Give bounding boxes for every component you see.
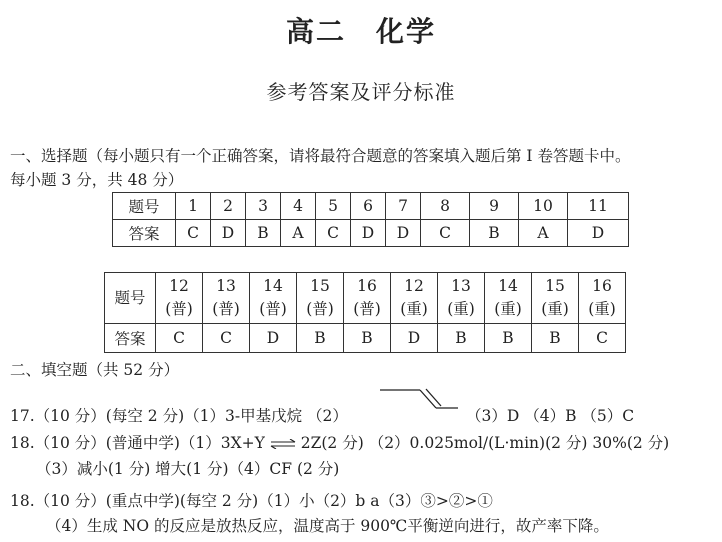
table1-answer: A — [281, 220, 316, 247]
table1-answer: C — [421, 220, 470, 247]
table1-question: 2 — [211, 193, 246, 220]
table2-question: 16 (普) — [344, 273, 391, 324]
table1-row-label-q: 题号 — [113, 193, 176, 220]
table2-question: 14 (普) — [250, 273, 297, 324]
table1-question: 6 — [351, 193, 386, 220]
table2-question-row — [105, 273, 626, 324]
table2-question: 16 (重) — [579, 273, 626, 324]
table2-answer: C — [156, 324, 203, 353]
table1-question: 9 — [470, 193, 519, 220]
answer-table-1 — [112, 192, 629, 247]
table1-question: 8 — [421, 193, 470, 220]
table1-answer: D — [351, 220, 386, 247]
table2-answer: D — [391, 324, 438, 353]
table2-answer: B — [438, 324, 485, 353]
table1-question: 3 — [246, 193, 281, 220]
q18b-line1: 18.（10 分）(重点中学)(每空 2 分)（1）小（2）b a（3）③>②>① — [10, 492, 493, 510]
table2-question: 14 (重) — [485, 273, 532, 324]
table2-row-label-q: 题号 — [105, 273, 156, 324]
table1-answer: D — [211, 220, 246, 247]
table1-answer: C — [316, 220, 351, 247]
table2-question: 15 (普) — [297, 273, 344, 324]
table2-answer: C — [579, 324, 626, 353]
section1-heading: 一、选择题（每小题只有一个正确答案，请将最符合题意的答案填入题后第 I 卷答题卡中。 — [10, 147, 631, 165]
page-title: 高二 化学 — [285, 15, 436, 48]
q18a-part1: 18.（10 分）(普通中学)（1）3X+Y — [10, 434, 265, 452]
q18a-line2: （3）减小(1 分) 增大(1 分)（4）CF (2 分) — [36, 460, 340, 478]
alkene-structure-image — [380, 385, 460, 415]
equilibrium-arrow-icon — [270, 439, 296, 449]
section2-heading: 二、填空题（共 52 分） — [10, 361, 180, 379]
table1-question: 10 — [519, 193, 568, 220]
q18a-part2: 2Z(2 分) （2）0.025mol/(L·min)(2 分) 30%(2 分) — [300, 434, 670, 452]
table2-question: 13 (普) — [203, 273, 250, 324]
table2-question: 13 (重) — [438, 273, 485, 324]
table2-answer: B — [297, 324, 344, 353]
page-subtitle: 参考答案及评分标准 — [266, 80, 456, 104]
table1-answer: C — [176, 220, 211, 247]
table1-question-row — [113, 193, 629, 220]
table1-question: 5 — [316, 193, 351, 220]
q17-part2: （3）D （4）B （5）C — [466, 407, 635, 425]
section1-note: 每小题 3 分，共 48 分） — [10, 171, 184, 189]
table1-question: 11 — [568, 193, 629, 220]
table1-answer: A — [519, 220, 568, 247]
table2-row-label-a: 答案 — [105, 324, 156, 353]
table1-answer: D — [386, 220, 421, 247]
table2-answer-row — [105, 324, 626, 353]
q18b-line2: （4）生成 NO 的反应是放热反应，温度高于 900℃平衡逆向进行，故产率下降。 — [46, 517, 609, 535]
table2-answer: B — [485, 324, 532, 353]
table1-row-label-a: 答案 — [113, 220, 176, 247]
q18a-line1 — [10, 431, 669, 453]
q17-part1: 17.（10 分）(每空 2 分)（1）3-甲基戊烷 （2） — [10, 407, 348, 425]
table2-question: 12 (普) — [156, 273, 203, 324]
table2-answer: C — [203, 324, 250, 353]
table1-answer-row — [113, 220, 629, 247]
answer-table-2 — [104, 272, 626, 353]
table1-question: 1 — [176, 193, 211, 220]
table1-answer: B — [470, 220, 519, 247]
table1-answer: D — [568, 220, 629, 247]
table1-answer: B — [246, 220, 281, 247]
table2-answer: B — [532, 324, 579, 353]
table1-question: 7 — [386, 193, 421, 220]
table2-question: 15 (重) — [532, 273, 579, 324]
table1-question: 4 — [281, 193, 316, 220]
table2-answer: D — [250, 324, 297, 353]
table2-question: 12 (重) — [391, 273, 438, 324]
table2-answer: B — [344, 324, 391, 353]
